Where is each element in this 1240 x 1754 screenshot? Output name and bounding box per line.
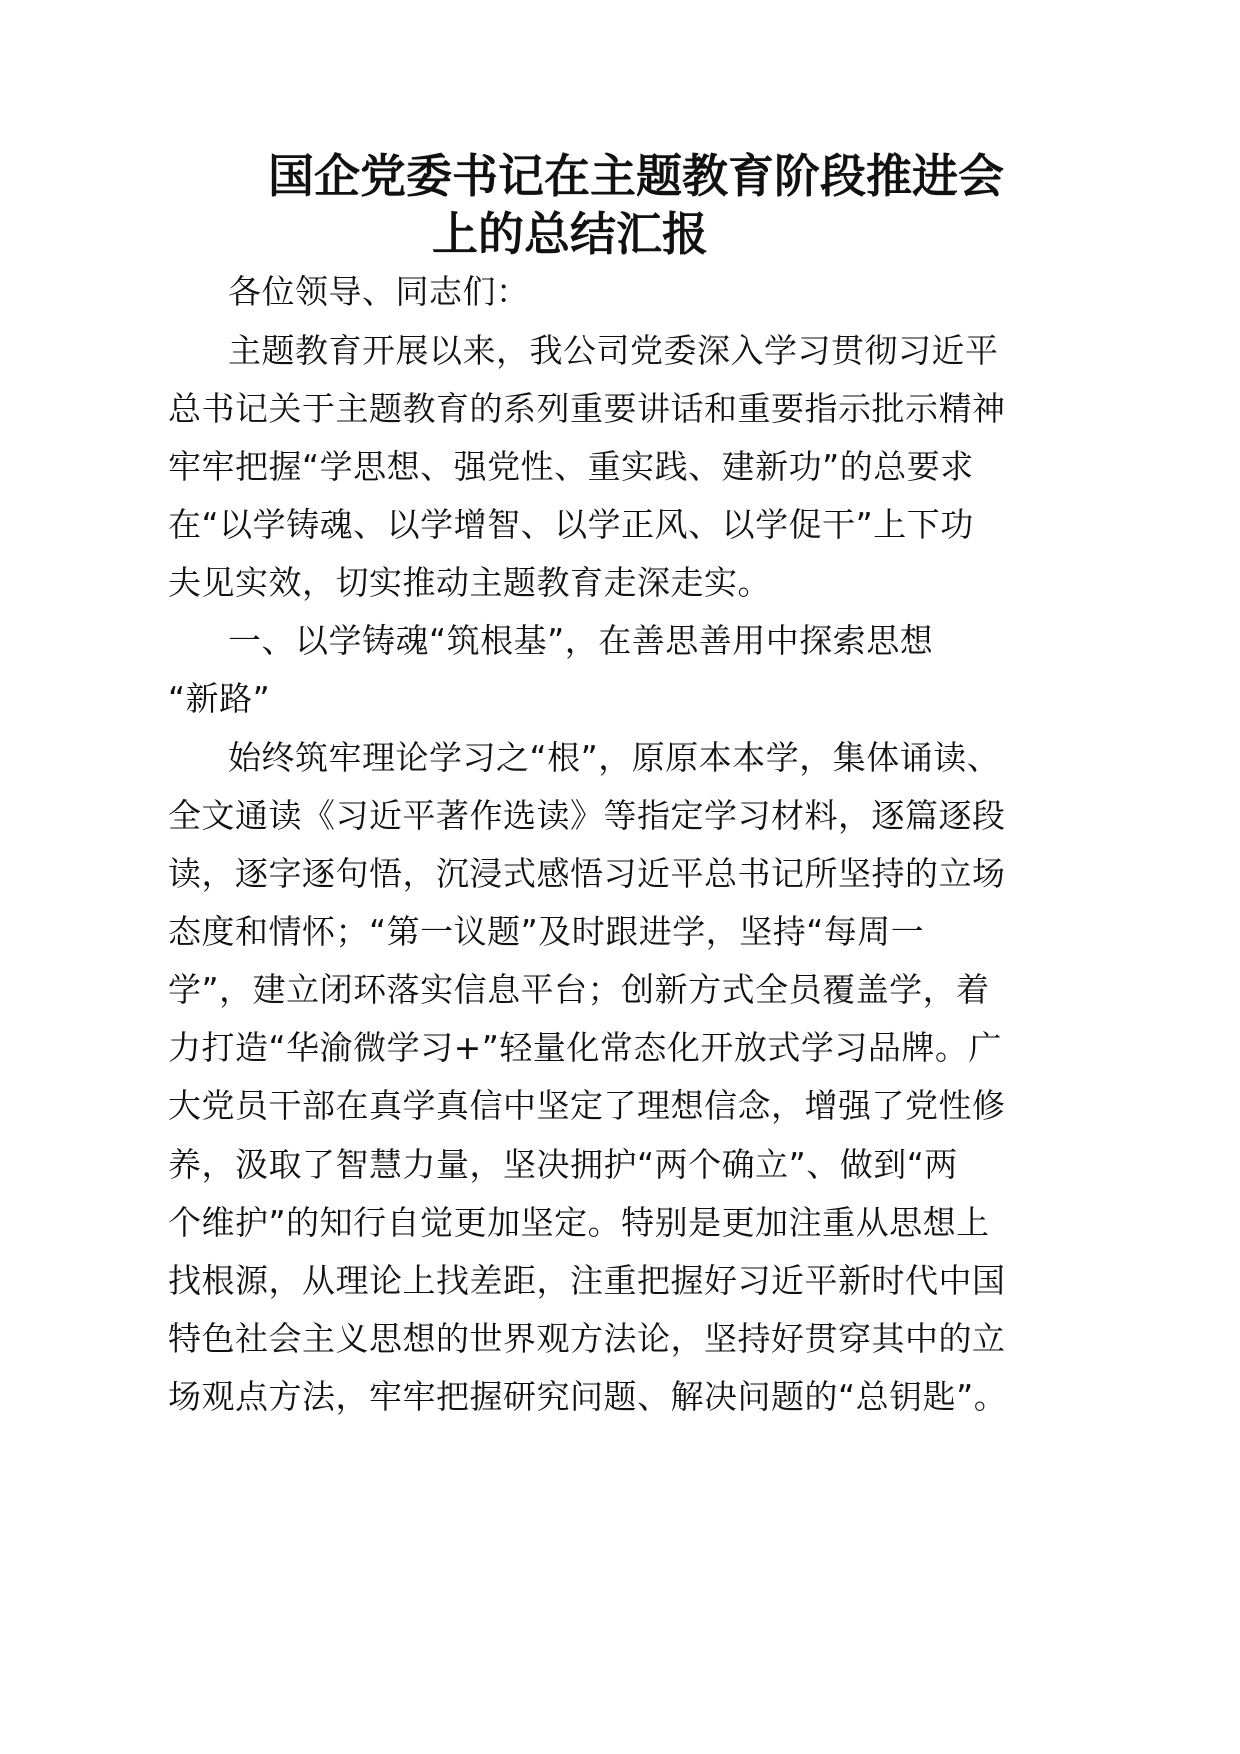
paragraph-line: 读，逐字逐句悟，沉浸式感悟习近平总书记所坚持的立场 (168, 854, 1006, 893)
paragraph-line: 总书记关于主题教育的系列重要讲话和重要指示批示精神 (168, 389, 1006, 428)
section-heading-line: 一、以学铸魂“筑根基”，在善思善用中探索思想 (228, 621, 934, 660)
paragraph-line: 始终筑牢理论学习之“根”，原原本本学，集体诵读、 (228, 738, 1001, 777)
section-heading-line: “新路” (168, 679, 271, 718)
document-title-line-1: 国企党委书记在主题教育阶段推进会 (268, 149, 1004, 203)
paragraph-line: 场观点方法，牢牢把握研究问题、解决问题的“总钥匙”。 (168, 1377, 1008, 1416)
paragraph-line: 养，汲取了智慧力量，坚决拥护“两个确立”、做到“两 (168, 1145, 958, 1184)
paragraph-line: 学”，建立闭环落实信息平台；创新方式全员覆盖学，着 (168, 970, 990, 1009)
paragraph-line: 主题教育开展以来，我公司党委深入学习贯彻习近平 (228, 331, 999, 370)
paragraph-line: 个维护”的知行自觉更加坚定。特别是更加注重从思想上 (168, 1203, 990, 1242)
document-title-line-2: 上的总结汇报 (432, 207, 708, 261)
paragraph-line: 特色社会主义思想的世界观方法论，坚持好贯穿其中的立 (168, 1319, 1006, 1358)
salutation: 各位领导、同志们： (228, 272, 530, 311)
paragraph-line: 力打造“华渝微学习+”轻量化常态化开放式学习品牌。广 (168, 1028, 1002, 1067)
paragraph-line: 全文通读《习近平著作选读》等指定学习材料，逐篇逐段 (168, 796, 1006, 835)
paragraph-line: 大党员干部在真学真信中坚定了理想信念，增强了党性修 (168, 1086, 1006, 1125)
paragraph-line: 找根源，从理论上找差距，注重把握好习近平新时代中国 (168, 1261, 1006, 1300)
paragraph-line: 在“以学铸魂、以学增智、以学正风、以学促干”上下功 (168, 505, 974, 544)
paragraph-line: 态度和情怀；“第一议题”及时跟进学，坚持“每周一 (168, 912, 925, 951)
paragraph-line: 夫见实效，切实推动主题教育走深走实。 (168, 563, 771, 602)
paragraph-line: 牢牢把握“学思想、强党性、重实践、建新功”的总要求 (168, 447, 974, 486)
